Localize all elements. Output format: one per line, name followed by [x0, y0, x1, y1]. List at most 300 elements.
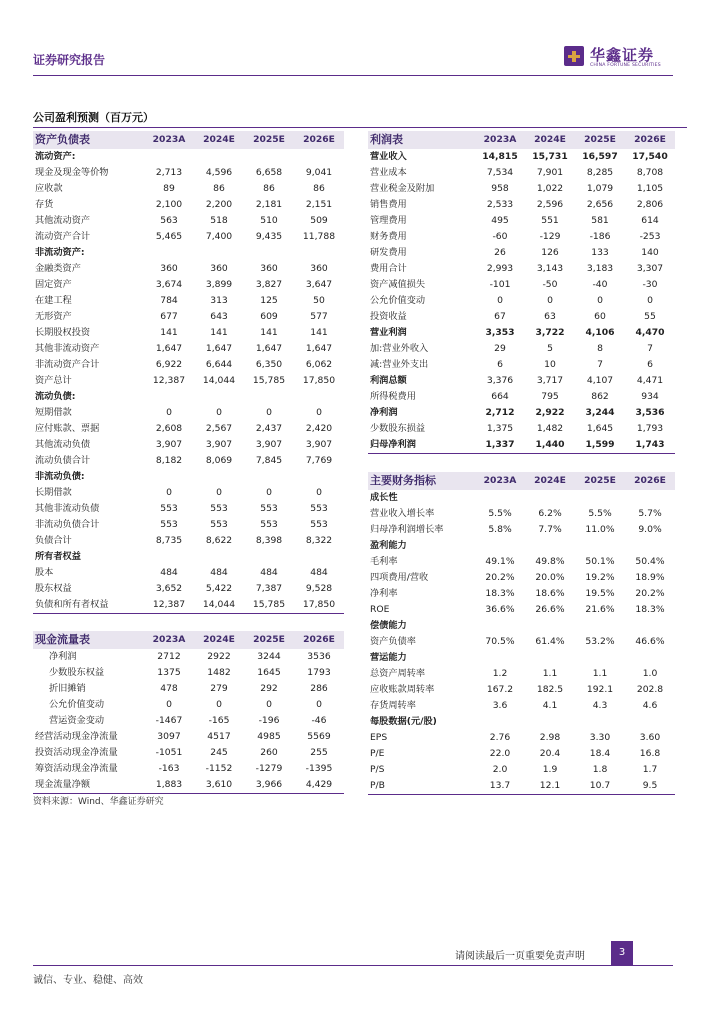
row-value: -163 — [158, 763, 180, 774]
row-value: -253 — [639, 231, 661, 242]
row-value: 4,596 — [205, 167, 233, 178]
row-value: 2,608 — [155, 423, 183, 434]
row-label: 筹资活动现金净流量 — [35, 763, 118, 774]
row-value: 3,536 — [635, 407, 665, 418]
row-label: 投资收益 — [370, 311, 407, 322]
row-value — [625, 490, 675, 506]
row-label: EPS — [370, 732, 388, 743]
table-row — [368, 682, 675, 698]
row-value: 15,785 — [252, 375, 286, 386]
financial-indicators-table — [368, 472, 675, 795]
row-value: 0 — [497, 295, 503, 306]
report-type-title: 证券研究报告 — [33, 53, 106, 67]
row-value: 8,182 — [155, 455, 183, 466]
row-value — [294, 245, 344, 261]
row-label: 公允价值变动 — [370, 295, 426, 306]
table-row — [368, 650, 675, 666]
row-value: 20.2% — [635, 588, 665, 599]
table-row — [368, 538, 675, 554]
row-label: 少数股东损益 — [370, 423, 426, 434]
row-label: 流动负债合计 — [35, 455, 91, 466]
row-value: -1395 — [305, 763, 333, 774]
row-value: 2,806 — [636, 199, 664, 210]
row-value: 1,647 — [255, 343, 283, 354]
year-header: 2023A — [475, 131, 525, 149]
row-value: 4,106 — [585, 327, 615, 338]
row-label: 销售费用 — [370, 199, 407, 210]
row-value: 86 — [213, 183, 225, 194]
row-value: 133 — [591, 247, 609, 258]
row-value: 15,731 — [532, 151, 568, 162]
row-value: 3,827 — [255, 279, 283, 290]
year-header: 2024E — [194, 631, 244, 649]
row-label: 营业利润 — [370, 327, 407, 338]
table-row — [368, 373, 675, 389]
row-value: 18.3% — [635, 604, 665, 615]
table-row — [33, 165, 344, 181]
year-header: 2023A — [144, 131, 194, 149]
row-value: 1793 — [307, 667, 331, 678]
row-value: 5 — [547, 343, 553, 354]
table-row — [368, 762, 675, 778]
row-value: -1467 — [155, 715, 183, 726]
row-value: 70.5% — [485, 636, 515, 647]
row-value: 4.3 — [592, 700, 608, 711]
year-header: 2026E — [625, 472, 675, 490]
table-row — [33, 533, 344, 549]
logo-text: 华鑫证券 — [590, 46, 655, 64]
row-label: 资产负债率 — [370, 636, 416, 647]
row-value: 6 — [497, 359, 503, 370]
row-value: 1,793 — [636, 423, 664, 434]
year-header: 2024E — [194, 131, 244, 149]
row-value: 577 — [310, 311, 328, 322]
row-value: 3097 — [157, 731, 181, 742]
row-value: 7,534 — [486, 167, 514, 178]
row-label: 金融类资产 — [35, 263, 81, 274]
row-value: 795 — [541, 391, 559, 402]
row-value: 0 — [166, 407, 172, 418]
row-value: 6.2% — [538, 508, 562, 519]
row-value: 6,062 — [305, 359, 333, 370]
row-value: 202.8 — [636, 684, 664, 695]
row-value: 1.8 — [592, 764, 608, 775]
row-label: 营运资金变动 — [49, 715, 105, 726]
row-value: 11,788 — [302, 231, 336, 242]
row-value: 643 — [210, 311, 228, 322]
row-label: 其他流动负债 — [35, 439, 91, 450]
row-value: 2,437 — [255, 423, 283, 434]
row-value: 553 — [210, 503, 228, 514]
row-value: 5,422 — [205, 583, 233, 594]
section-title: 公司盈利预测（百万元） — [33, 111, 154, 124]
row-value: 1.2 — [492, 668, 508, 679]
row-value: 2,100 — [155, 199, 183, 210]
row-label: 长期借款 — [35, 487, 72, 498]
row-value: 0 — [597, 295, 603, 306]
row-value: 484 — [210, 567, 228, 578]
table-row — [33, 501, 344, 517]
row-value — [244, 389, 294, 405]
row-value — [575, 714, 625, 730]
row-value — [625, 618, 675, 634]
row-value: 4,470 — [635, 327, 665, 338]
table-row — [33, 149, 344, 165]
row-value: 313 — [210, 295, 228, 306]
year-header: 2025E — [244, 631, 294, 649]
row-value: 1375 — [157, 667, 181, 678]
row-value: 0 — [216, 699, 222, 710]
row-value: 4.1 — [542, 700, 558, 711]
table-row — [368, 229, 675, 245]
table-header-row — [368, 472, 675, 490]
table-row — [368, 261, 675, 277]
row-value — [575, 618, 625, 634]
row-value: 3,610 — [194, 777, 244, 794]
row-value: 5.8% — [488, 524, 512, 535]
table-row — [368, 213, 675, 229]
row-value: 141 — [210, 327, 228, 338]
table-row — [33, 697, 344, 713]
table-row — [368, 586, 675, 602]
table-row — [33, 665, 344, 681]
disclaimer-link[interactable]: 请阅读最后一页重要免责声明 — [455, 951, 585, 962]
row-value — [294, 149, 344, 165]
row-value: -46 — [311, 715, 327, 726]
row-value: 553 — [260, 519, 278, 530]
row-value: 4517 — [207, 731, 231, 742]
row-value: -1279 — [255, 763, 283, 774]
table-row — [368, 277, 675, 293]
row-value: 0 — [166, 699, 172, 710]
row-value — [194, 389, 244, 405]
footer-motto: 诚信、专业、稳健、高效 — [33, 975, 143, 986]
row-value: 3,647 — [305, 279, 333, 290]
row-value: 3.60 — [639, 732, 661, 743]
row-value: 553 — [260, 503, 278, 514]
row-label: 偿债能力 — [370, 620, 407, 631]
row-value: 1,645 — [586, 423, 614, 434]
row-value: 20.2% — [485, 572, 515, 583]
row-value: 3,717 — [536, 375, 564, 386]
table-row — [33, 421, 344, 437]
row-value: 5,465 — [155, 231, 183, 242]
row-value — [575, 650, 625, 666]
table-row — [33, 261, 344, 277]
row-value: -129 — [539, 231, 561, 242]
logo-subtext: CHINA FORTUNE SECURITIES — [590, 63, 661, 68]
row-value: 11.0% — [585, 524, 615, 535]
table-row — [368, 746, 675, 762]
year-header: 2026E — [294, 631, 344, 649]
row-value: 245 — [210, 747, 228, 758]
row-value: 63 — [544, 311, 556, 322]
row-value: 17,540 — [632, 151, 668, 162]
row-value: 126 — [541, 247, 559, 258]
row-value: 8,398 — [255, 535, 283, 546]
table-row — [33, 213, 344, 229]
row-label: 财务费用 — [370, 231, 407, 242]
row-value: -1051 — [155, 747, 183, 758]
row-value: 6,350 — [255, 359, 283, 370]
row-value: 1.7 — [642, 764, 658, 775]
row-value: 53.2% — [585, 636, 615, 647]
row-label: 公允价值变动 — [49, 699, 105, 710]
data-source: 资料来源：Wind、华鑫证券研究 — [33, 797, 164, 807]
row-value — [244, 549, 294, 565]
row-value: 2712 — [157, 651, 181, 662]
row-value: 3,183 — [586, 263, 614, 274]
row-label: 长期股权投资 — [35, 327, 91, 338]
row-label: 应付账款、票据 — [35, 423, 100, 434]
row-value — [525, 538, 575, 554]
company-logo — [564, 44, 672, 74]
table-row — [33, 745, 344, 761]
row-value: 15,785 — [244, 597, 294, 614]
row-value — [144, 245, 194, 261]
title-divider — [33, 127, 687, 128]
row-value: 4.6 — [642, 700, 658, 711]
row-value: 18.3% — [485, 588, 515, 599]
row-value — [525, 618, 575, 634]
row-value: 7,400 — [205, 231, 233, 242]
row-label: 短期借款 — [35, 407, 72, 418]
row-label: 非流动负债: — [35, 471, 85, 482]
row-value: 9,041 — [305, 167, 333, 178]
row-value: 0 — [316, 699, 322, 710]
row-value: 141 — [310, 327, 328, 338]
row-value: 8,735 — [155, 535, 183, 546]
row-value: 2,151 — [305, 199, 333, 210]
row-label: 流动资产合计 — [35, 231, 91, 242]
row-value: 7 — [597, 359, 603, 370]
row-value: 7 — [647, 343, 653, 354]
row-value: 677 — [160, 311, 178, 322]
row-value: 182.5 — [536, 684, 564, 695]
row-value: 17,850 — [302, 375, 336, 386]
table-title: 利润表 — [368, 131, 475, 149]
row-value: 3,244 — [585, 407, 615, 418]
row-value: 20.4 — [539, 748, 561, 759]
row-value — [294, 549, 344, 565]
table-row — [368, 245, 675, 261]
row-label: 固定资产 — [35, 279, 72, 290]
table-row — [368, 181, 675, 197]
row-value: 484 — [260, 567, 278, 578]
row-value: 1,105 — [636, 183, 664, 194]
table-row — [33, 389, 344, 405]
row-value: 19.2% — [585, 572, 615, 583]
row-label: 资产减值损失 — [370, 279, 426, 290]
row-value: 4,471 — [636, 375, 664, 386]
row-value: 17,850 — [294, 597, 344, 614]
row-value: -186 — [589, 231, 611, 242]
row-label: 股本 — [35, 567, 54, 578]
row-value: 141 — [160, 327, 178, 338]
row-value: 1.0 — [642, 668, 658, 679]
table-header-row — [33, 631, 344, 649]
row-label: 盈利能力 — [370, 540, 407, 551]
table-row — [33, 197, 344, 213]
row-value: 10 — [544, 359, 556, 370]
row-value: 18.6% — [535, 588, 565, 599]
table-row — [368, 570, 675, 586]
row-label: 折旧摊销 — [49, 683, 86, 694]
row-label: 现金流量净额 — [33, 777, 144, 794]
row-label: 所得税费用 — [370, 391, 416, 402]
row-value: 551 — [541, 215, 559, 226]
row-value: 16,597 — [582, 151, 618, 162]
row-label: 每股数据(元/股) — [370, 716, 437, 727]
row-value — [625, 650, 675, 666]
row-value: 2,420 — [305, 423, 333, 434]
table-row — [33, 681, 344, 697]
row-value: 8,708 — [636, 167, 664, 178]
row-value: 0 — [216, 407, 222, 418]
row-label: 资产总计 — [35, 375, 72, 386]
row-value: 614 — [641, 215, 659, 226]
row-value — [194, 149, 244, 165]
row-value: 9.5 — [625, 778, 675, 795]
row-value: 55 — [644, 311, 656, 322]
row-value: 6,644 — [205, 359, 233, 370]
row-value: 8,069 — [205, 455, 233, 466]
row-label: 非流动资产合计 — [35, 359, 100, 370]
year-header: 2026E — [294, 131, 344, 149]
row-value: 3,307 — [636, 263, 664, 274]
row-value: 2,922 — [535, 407, 565, 418]
row-value: 2.0 — [492, 764, 508, 775]
row-value: 255 — [310, 747, 328, 758]
row-value: 8 — [597, 343, 603, 354]
row-value: 862 — [591, 391, 609, 402]
row-label: 费用合计 — [370, 263, 407, 274]
row-value: 279 — [210, 683, 228, 694]
table-row — [368, 634, 675, 650]
row-label: 现金及现金等价物 — [35, 167, 109, 178]
table-row — [368, 778, 675, 795]
table-row — [33, 777, 344, 794]
row-label: 非流动负债合计 — [35, 519, 100, 530]
table-title: 现金流量表 — [33, 631, 144, 649]
table-row — [33, 485, 344, 501]
row-value: 50.1% — [585, 556, 615, 567]
row-value: -101 — [489, 279, 511, 290]
row-value: -1152 — [205, 763, 233, 774]
row-value: 192.1 — [586, 684, 614, 695]
table-row — [33, 245, 344, 261]
row-label: 四项费用/营收 — [370, 572, 429, 583]
table-row — [33, 309, 344, 325]
row-value: 29 — [494, 343, 506, 354]
row-label: 存货周转率 — [370, 700, 416, 711]
row-value: 36.6% — [485, 604, 515, 615]
row-value: 0 — [316, 487, 322, 498]
row-value: 12,387 — [152, 375, 186, 386]
row-value: 3,966 — [244, 777, 294, 794]
row-value: 3,376 — [486, 375, 514, 386]
row-value: 3,907 — [155, 439, 183, 450]
row-value — [294, 469, 344, 485]
table-row — [33, 517, 344, 533]
table-row — [368, 714, 675, 730]
year-header: 2026E — [625, 131, 675, 149]
year-header: 2025E — [575, 472, 625, 490]
row-value — [475, 714, 525, 730]
row-label: 利润总额 — [370, 375, 407, 386]
row-value: 86 — [313, 183, 325, 194]
row-label: 在建工程 — [35, 295, 72, 306]
row-value: 20.0% — [535, 572, 565, 583]
row-value: 1.9 — [542, 764, 558, 775]
row-value: 7,845 — [255, 455, 283, 466]
table-row — [33, 549, 344, 565]
row-value: 0 — [266, 699, 272, 710]
row-value: 2.98 — [539, 732, 561, 743]
table-row — [368, 506, 675, 522]
row-label: 其他流动资产 — [35, 215, 91, 226]
row-value: 49.1% — [485, 556, 515, 567]
row-value: 14,815 — [482, 151, 518, 162]
row-value: 46.6% — [635, 636, 665, 647]
row-value: 553 — [310, 503, 328, 514]
year-header: 2025E — [575, 131, 625, 149]
row-value: 1482 — [207, 667, 231, 678]
table-row — [33, 597, 344, 614]
row-value: 8,285 — [586, 167, 614, 178]
header-divider — [33, 75, 673, 76]
row-label: 营业成本 — [370, 167, 407, 178]
row-value: 26.6% — [535, 604, 565, 615]
row-label: 管理费用 — [370, 215, 407, 226]
row-value: -30 — [642, 279, 658, 290]
year-header: 2024E — [525, 131, 575, 149]
row-label: 加:营业外收入 — [370, 343, 429, 354]
row-value: 6,922 — [155, 359, 183, 370]
row-value: -40 — [592, 279, 608, 290]
table-row — [368, 293, 675, 309]
row-value: 14,044 — [202, 375, 236, 386]
table-row — [33, 229, 344, 245]
row-value: 553 — [160, 519, 178, 530]
table-header-row — [33, 131, 344, 149]
row-value: 2,596 — [536, 199, 564, 210]
row-value: 518 — [210, 215, 228, 226]
row-value — [244, 469, 294, 485]
row-label: 净利润 — [49, 651, 77, 662]
table-row — [33, 357, 344, 373]
row-value: 12,387 — [144, 597, 194, 614]
logo-icon — [564, 46, 584, 66]
table-row — [368, 405, 675, 421]
row-value: 6 — [647, 359, 653, 370]
row-value: 9.0% — [638, 524, 662, 535]
row-value: 553 — [210, 519, 228, 530]
row-value: 360 — [310, 263, 328, 274]
row-value: 3,674 — [155, 279, 183, 290]
row-value: 60 — [594, 311, 606, 322]
row-value: 2,656 — [586, 199, 614, 210]
row-value: 16.8 — [639, 748, 661, 759]
row-value: 3.30 — [589, 732, 611, 743]
table-row — [33, 181, 344, 197]
row-value: 13.7 — [475, 778, 525, 795]
row-value: 0 — [216, 487, 222, 498]
row-value: 26 — [494, 247, 506, 258]
table-row — [368, 309, 675, 325]
table-row — [33, 713, 344, 729]
year-header: 2025E — [244, 131, 294, 149]
